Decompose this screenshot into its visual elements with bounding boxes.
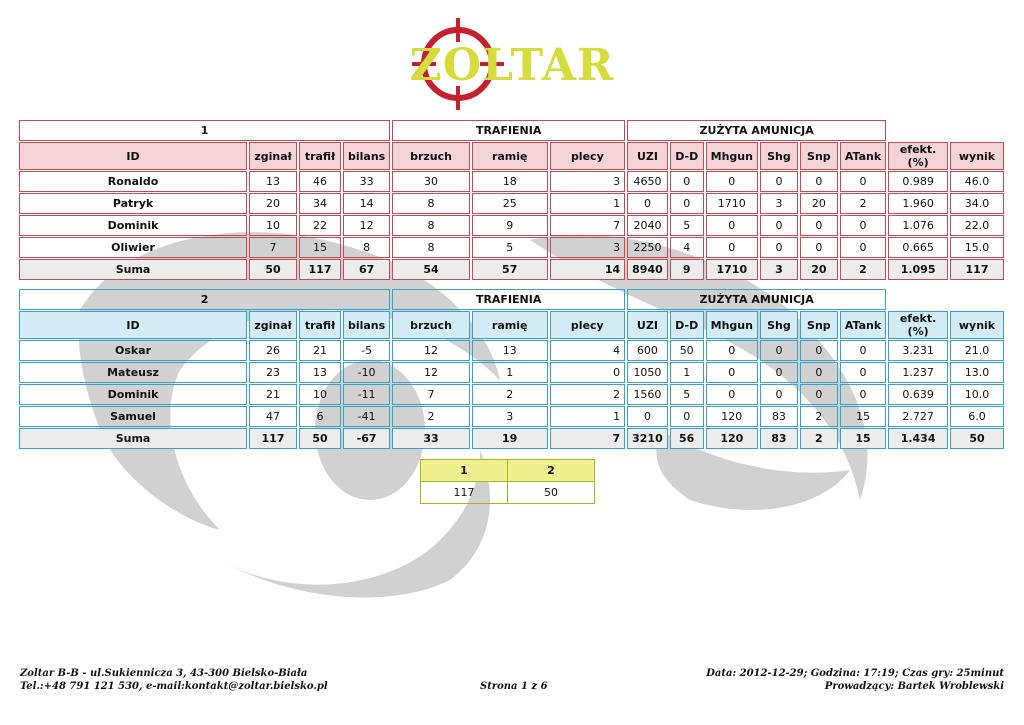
col-zginal: zginał — [249, 311, 297, 339]
cell-uzi: 1050 — [627, 362, 668, 383]
table-row — [19, 193, 1004, 214]
cell-brzuch: 12 — [392, 362, 470, 383]
cell-bilans: -5 — [343, 340, 390, 361]
col-dd: D-D — [670, 142, 704, 170]
cell-shg: 83 — [760, 406, 798, 427]
cell-dd: 0 — [670, 193, 704, 214]
cell-plecy: 0 — [550, 362, 626, 383]
cell-shg: 3 — [760, 193, 798, 214]
sum-ramie: 57 — [472, 259, 548, 280]
cell-wynik: 6.0 — [950, 406, 1004, 427]
col-wynik: wynik — [950, 311, 1004, 339]
cell-bilans: 12 — [343, 215, 390, 236]
logo-wordmark: ZOLTAR — [409, 40, 615, 91]
cell-ramie: 18 — [472, 171, 548, 192]
cell-dd: 4 — [670, 237, 704, 258]
cell-trafil: 34 — [299, 193, 341, 214]
sum-row — [19, 259, 1004, 280]
cell-plecy: 3 — [550, 171, 626, 192]
col-uzi: UZI — [627, 142, 668, 170]
cell-brzuch: 2 — [392, 406, 470, 427]
sum-wynik: 50 — [950, 428, 1004, 449]
cell-wynik: 34.0 — [950, 193, 1004, 214]
sum-trafil: 50 — [299, 428, 341, 449]
cell-efekt: 3.231 — [888, 340, 948, 361]
cell-zginal: 10 — [249, 215, 297, 236]
cell-dd: 5 — [670, 384, 704, 405]
col-mhgun: Mhgun — [706, 311, 758, 339]
player-name: Patryk — [19, 193, 247, 214]
cell-ramie: 9 — [472, 215, 548, 236]
footer-address: Zoltar B-B - ul.Sukiennicza 3, 43-300 Bielsko-Biała — [20, 668, 308, 679]
col-id: ID — [19, 311, 247, 339]
cell-uzi: 1560 — [627, 384, 668, 405]
col-trafil: trafił — [299, 142, 341, 170]
col-dd: D-D — [670, 311, 704, 339]
cell-mhgun: 120 — [706, 406, 758, 427]
cell-plecy: 7 — [550, 215, 626, 236]
cell-zginal: 20 — [249, 193, 297, 214]
sum-efekt: 1.434 — [888, 428, 948, 449]
cell-snp: 20 — [800, 193, 838, 214]
cell-shg: 0 — [760, 215, 798, 236]
team-label: 1 — [19, 120, 390, 141]
cell-bilans: -11 — [343, 384, 390, 405]
cell-zginal: 23 — [249, 362, 297, 383]
cell-atank: 0 — [840, 384, 886, 405]
sum-row — [19, 428, 1004, 449]
sum-label: Suma — [19, 428, 247, 449]
col-ramie: ramię — [472, 311, 548, 339]
cell-efekt: 0.989 — [888, 171, 948, 192]
cell-uzi: 4650 — [627, 171, 668, 192]
column-header-row — [19, 142, 1004, 170]
cell-mhgun: 0 — [706, 237, 758, 258]
sum-trafil: 117 — [299, 259, 341, 280]
cell-ramie: 13 — [472, 340, 548, 361]
sum-zginal: 50 — [249, 259, 297, 280]
col-id: ID — [19, 142, 247, 170]
cell-plecy: 2 — [550, 384, 626, 405]
cell-wynik: 15.0 — [950, 237, 1004, 258]
col-ramie: ramię — [472, 142, 548, 170]
ammo-group-header: ZUŻYTA AMUNICJA — [627, 289, 886, 310]
table-row — [19, 171, 1004, 192]
footer-page-number: Strona 1 z 6 — [480, 681, 548, 692]
col-atank: ATank — [840, 142, 886, 170]
sum-efekt: 1.095 — [888, 259, 948, 280]
cell-zginal: 47 — [249, 406, 297, 427]
table-row — [19, 237, 1004, 258]
cell-mhgun: 0 — [706, 384, 758, 405]
cell-wynik: 10.0 — [950, 384, 1004, 405]
cell-atank: 0 — [840, 171, 886, 192]
hits-group-header: TRAFIENIA — [392, 289, 625, 310]
cell-ramie: 25 — [472, 193, 548, 214]
col-plecy: plecy — [550, 142, 626, 170]
cell-uzi: 0 — [627, 406, 668, 427]
cell-atank: 15 — [840, 406, 886, 427]
col-snp: Snp — [800, 142, 838, 170]
cell-efekt: 0.665 — [888, 237, 948, 258]
sum-label: Suma — [19, 259, 247, 280]
cell-bilans: -10 — [343, 362, 390, 383]
col-brzuch: brzuch — [392, 142, 470, 170]
cell-zginal: 13 — [249, 171, 297, 192]
sum-wynik: 117 — [950, 259, 1004, 280]
cell-zginal: 21 — [249, 384, 297, 405]
cell-shg: 0 — [760, 237, 798, 258]
cell-uzi: 2250 — [627, 237, 668, 258]
sum-uzi: 8940 — [627, 259, 668, 280]
cell-wynik: 13.0 — [950, 362, 1004, 383]
cell-trafil: 13 — [299, 362, 341, 383]
cell-uzi: 600 — [627, 340, 668, 361]
ammo-group-header: ZUŻYTA AMUNICJA — [627, 120, 886, 141]
cell-snp: 0 — [800, 384, 838, 405]
cell-mhgun: 0 — [706, 362, 758, 383]
sum-dd: 56 — [670, 428, 704, 449]
cell-wynik: 46.0 — [950, 171, 1004, 192]
table-row — [19, 384, 1004, 405]
cell-ramie: 3 — [472, 406, 548, 427]
cell-trafil: 22 — [299, 215, 341, 236]
cell-trafil: 10 — [299, 384, 341, 405]
sum-bilans: 67 — [343, 259, 390, 280]
cell-bilans: 14 — [343, 193, 390, 214]
footer-host: Prowadzący: Bartek Wroblewski — [824, 681, 1004, 692]
cell-trafil: 21 — [299, 340, 341, 361]
col-wynik: wynik — [950, 142, 1004, 170]
cell-zginal: 7 — [249, 237, 297, 258]
sum-brzuch: 54 — [392, 259, 470, 280]
cell-snp: 0 — [800, 215, 838, 236]
col-mhgun: Mhgun — [706, 142, 758, 170]
cell-dd: 1 — [670, 362, 704, 383]
player-name: Oliwier — [19, 237, 247, 258]
cell-snp: 0 — [800, 237, 838, 258]
cell-mhgun: 0 — [706, 171, 758, 192]
column-header-row — [19, 311, 1004, 339]
sum-mhgun: 120 — [706, 428, 758, 449]
cell-atank: 0 — [840, 215, 886, 236]
player-name: Mateusz — [19, 362, 247, 383]
score-header-team-1: 1 — [421, 460, 508, 482]
footer-datetime: Data: 2012-12-29; Godzina: 17:19; Czas gry: 25minut — [706, 668, 1004, 679]
player-name: Dominik — [19, 384, 247, 405]
cell-brzuch: 8 — [392, 193, 470, 214]
cell-atank: 0 — [840, 340, 886, 361]
cell-snp: 0 — [800, 362, 838, 383]
cell-plecy: 1 — [550, 193, 626, 214]
sum-zginal: 117 — [249, 428, 297, 449]
cell-ramie: 1 — [472, 362, 548, 383]
cell-brzuch: 30 — [392, 171, 470, 192]
cell-efekt: 1.960 — [888, 193, 948, 214]
sum-shg: 83 — [760, 428, 798, 449]
score-summary-table — [420, 459, 595, 504]
cell-atank: 0 — [840, 237, 886, 258]
col-atank: ATank — [840, 311, 886, 339]
zoltar-logo — [400, 14, 624, 114]
cell-shg: 0 — [760, 171, 798, 192]
cell-bilans: 33 — [343, 171, 390, 192]
team-2-table — [17, 288, 1006, 450]
cell-efekt: 2.727 — [888, 406, 948, 427]
team-1-table — [17, 119, 1006, 281]
cell-snp: 0 — [800, 340, 838, 361]
sum-mhgun: 1710 — [706, 259, 758, 280]
hits-group-header: TRAFIENIA — [392, 120, 625, 141]
cell-brzuch: 8 — [392, 215, 470, 236]
sum-plecy: 7 — [550, 428, 626, 449]
sum-ramie: 19 — [472, 428, 548, 449]
cell-shg: 0 — [760, 362, 798, 383]
player-name: Dominik — [19, 215, 247, 236]
col-bilans: bilans — [343, 311, 390, 339]
table-row — [19, 406, 1004, 427]
cell-shg: 0 — [760, 384, 798, 405]
cell-trafil: 15 — [299, 237, 341, 258]
col-plecy: plecy — [550, 311, 626, 339]
sum-atank: 2 — [840, 259, 886, 280]
col-efekt: efekt.(%) — [888, 311, 948, 339]
cell-atank: 2 — [840, 193, 886, 214]
cell-dd: 0 — [670, 171, 704, 192]
cell-brzuch: 12 — [392, 340, 470, 361]
col-zginal: zginał — [249, 142, 297, 170]
cell-bilans: -41 — [343, 406, 390, 427]
col-efekt: efekt.(%) — [888, 142, 948, 170]
footer-contact: Tel.:+48 791 121 530, e-mail:kontakt@zoltar.bielsko.pl — [20, 681, 328, 692]
col-uzi: UZI — [627, 311, 668, 339]
score-value-team-1: 117 — [421, 482, 508, 504]
cell-zginal: 26 — [249, 340, 297, 361]
score-header-team-2: 2 — [508, 460, 595, 482]
cell-shg: 0 — [760, 340, 798, 361]
cell-bilans: 8 — [343, 237, 390, 258]
sum-snp: 20 — [800, 259, 838, 280]
sum-brzuch: 33 — [392, 428, 470, 449]
col-trafil: trafił — [299, 311, 341, 339]
cell-atank: 0 — [840, 362, 886, 383]
cell-trafil: 6 — [299, 406, 341, 427]
cell-plecy: 3 — [550, 237, 626, 258]
col-shg: Shg — [760, 311, 798, 339]
col-brzuch: brzuch — [392, 311, 470, 339]
col-bilans: bilans — [343, 142, 390, 170]
cell-dd: 0 — [670, 406, 704, 427]
sum-dd: 9 — [670, 259, 704, 280]
table-row — [19, 340, 1004, 361]
cell-wynik: 21.0 — [950, 340, 1004, 361]
cell-snp: 0 — [800, 171, 838, 192]
cell-brzuch: 7 — [392, 384, 470, 405]
score-value-team-2: 50 — [508, 482, 595, 504]
cell-efekt: 1.076 — [888, 215, 948, 236]
cell-plecy: 4 — [550, 340, 626, 361]
player-name: Ronaldo — [19, 171, 247, 192]
col-shg: Shg — [760, 142, 798, 170]
footer-right — [706, 667, 1004, 693]
cell-ramie: 2 — [472, 384, 548, 405]
cell-efekt: 1.237 — [888, 362, 948, 383]
cell-efekt: 0.639 — [888, 384, 948, 405]
team-label: 2 — [19, 289, 390, 310]
cell-dd: 5 — [670, 215, 704, 236]
cell-ramie: 5 — [472, 237, 548, 258]
cell-dd: 50 — [670, 340, 704, 361]
cell-brzuch: 8 — [392, 237, 470, 258]
sum-atank: 15 — [840, 428, 886, 449]
table-row — [19, 362, 1004, 383]
player-name: Samuel — [19, 406, 247, 427]
sum-shg: 3 — [760, 259, 798, 280]
col-snp: Snp — [800, 311, 838, 339]
cell-uzi: 0 — [627, 193, 668, 214]
cell-uzi: 2040 — [627, 215, 668, 236]
player-name: Oskar — [19, 340, 247, 361]
sum-plecy: 14 — [550, 259, 626, 280]
table-row — [19, 215, 1004, 236]
sum-uzi: 3210 — [627, 428, 668, 449]
cell-mhgun: 0 — [706, 340, 758, 361]
footer-left — [20, 667, 328, 693]
cell-trafil: 46 — [299, 171, 341, 192]
cell-snp: 2 — [800, 406, 838, 427]
sum-snp: 2 — [800, 428, 838, 449]
sum-bilans: -67 — [343, 428, 390, 449]
cell-plecy: 1 — [550, 406, 626, 427]
cell-mhgun: 0 — [706, 215, 758, 236]
cell-mhgun: 1710 — [706, 193, 758, 214]
cell-wynik: 22.0 — [950, 215, 1004, 236]
